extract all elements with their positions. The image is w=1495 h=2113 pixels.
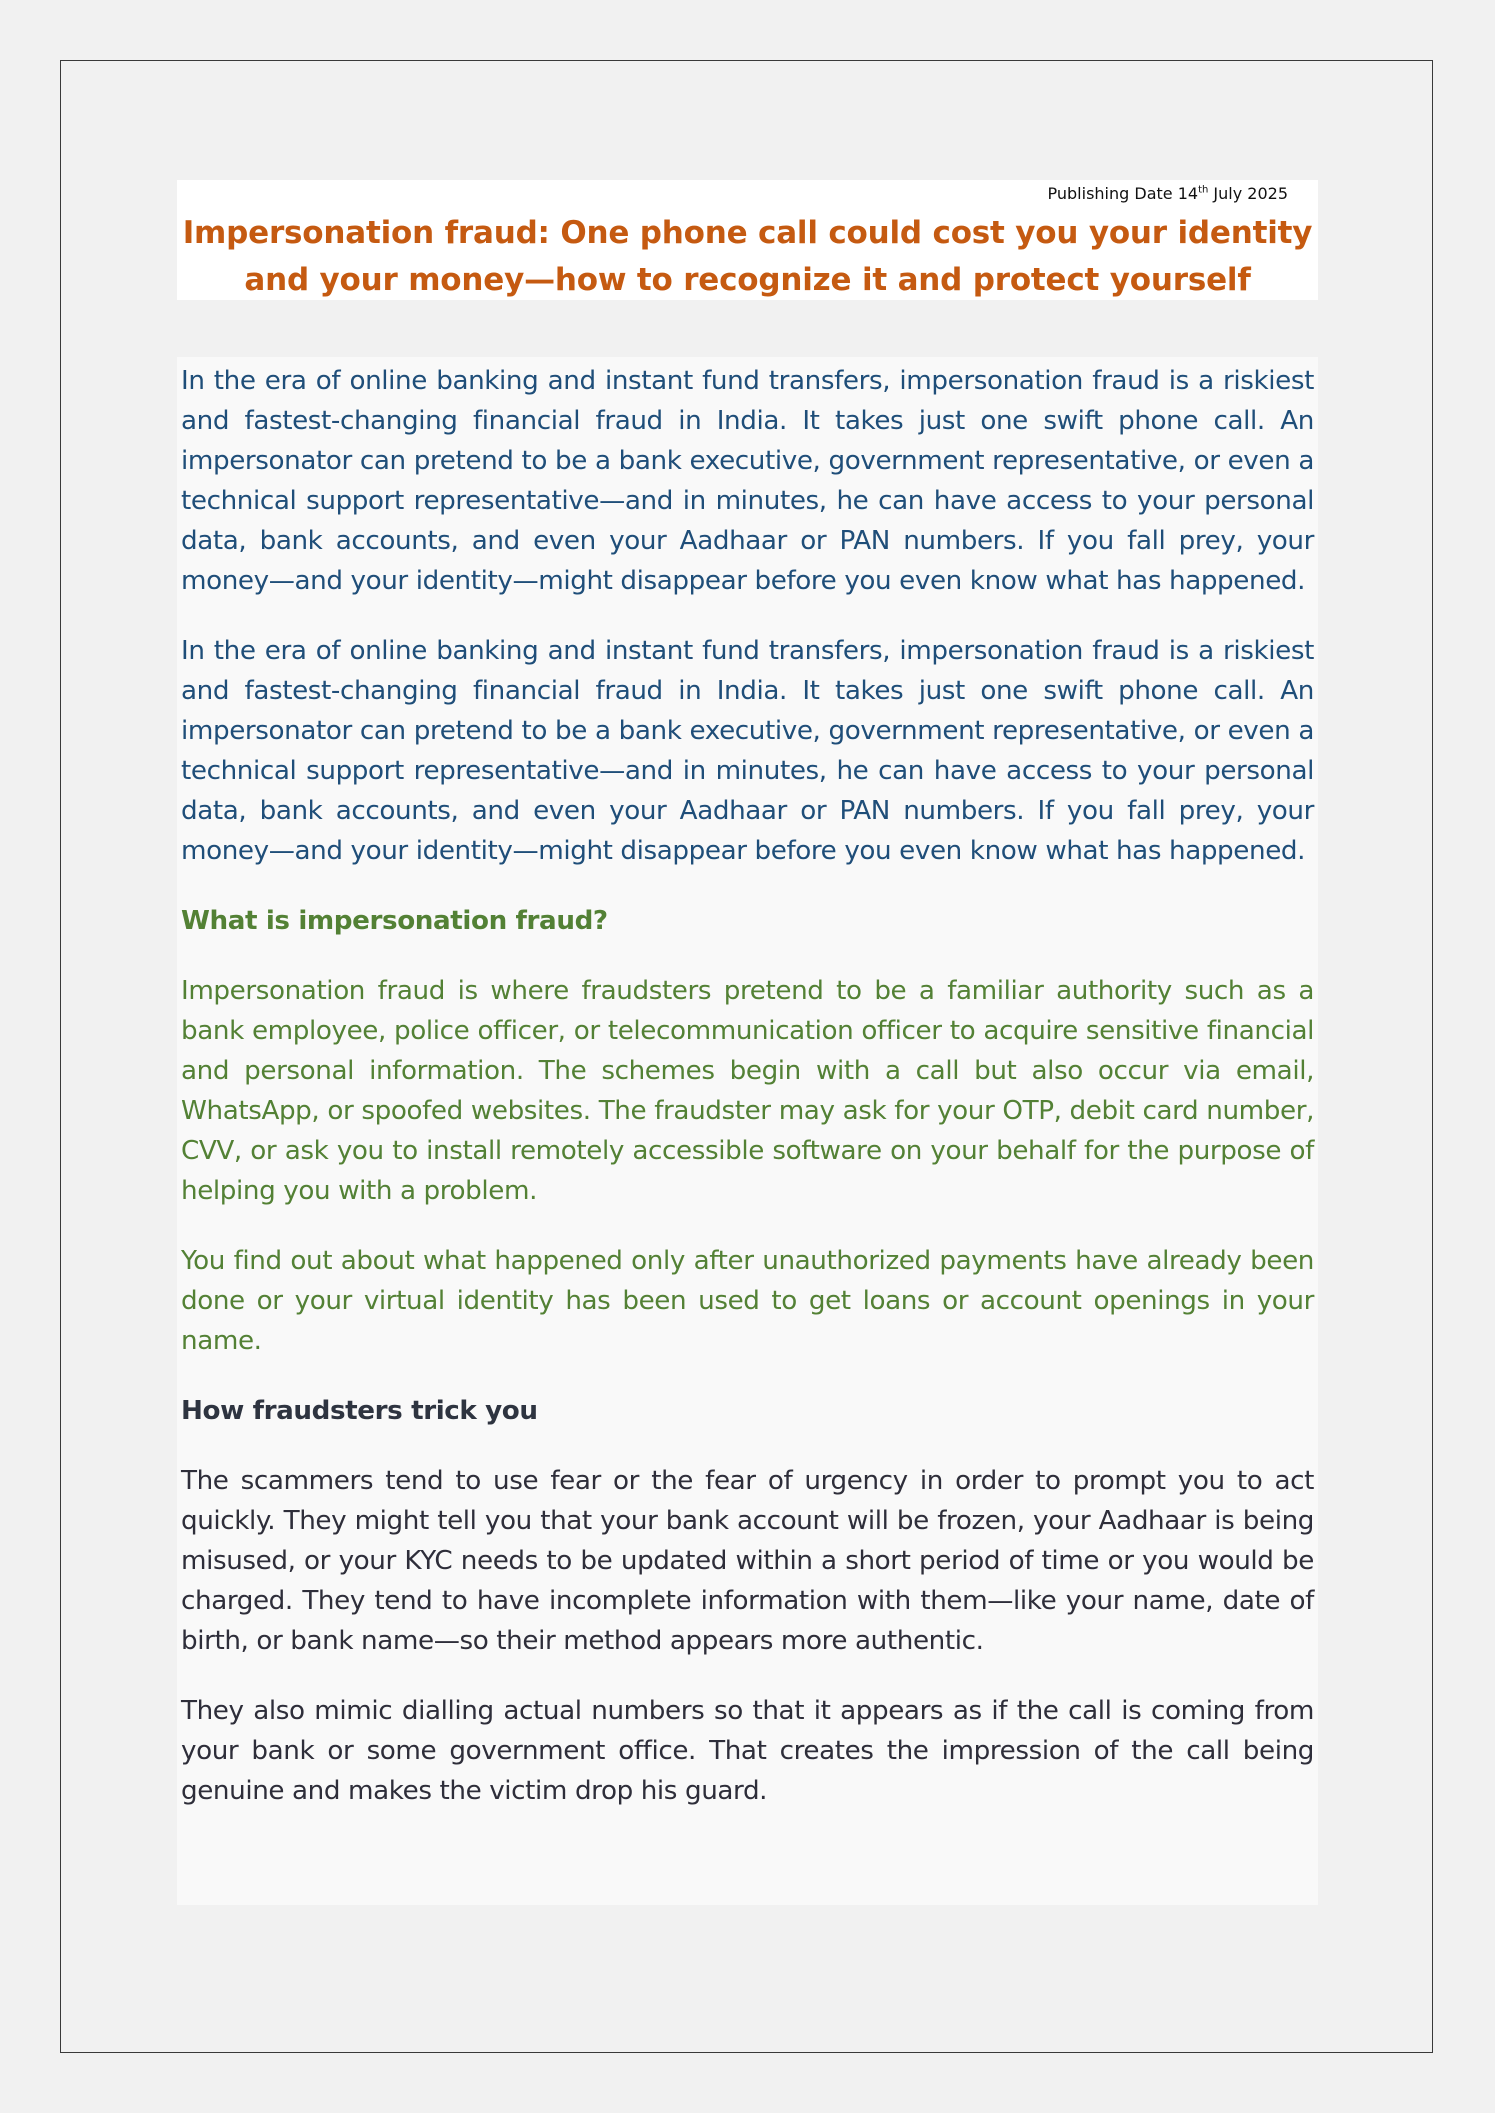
section1-paragraph-1: Impersonation fraud is where fraudsters pretend to be a familiar authority such as a bank employee, police officer, or telecommunication officer to acquire sensitive financial and personal information. The schemes begin with a call but also occur via email, WhatsApp, or spoofed websites. The fraudster may ask for your OTP, debit card number, CVV, or ask you to install remotely accessible software on your behalf for the purpose of helping you with a problem.	[181, 976, 1314, 1206]
article-header	[177, 180, 1318, 300]
article-title: Impersonation fraud: One phone call could cost you your identity and your money—how to recognize it and protect yourself	[182, 215, 1313, 298]
publishing-date-rest: July 2025	[1208, 184, 1288, 203]
article-body	[177, 357, 1318, 1905]
publishing-date	[1048, 184, 1288, 203]
intro-paragraph-1: In the era of online banking and instant fund transfers, impersonation fraud is a riskiest and fastest-changing financial fraud in India. It takes just one swift phone call. An impersonator can pretend to be a bank executive, government representative, or even a technical support representative—and in minutes, he can have access to your personal data, bank accounts, and even your Aadhaar or PAN numbers. If you fall prey, your money—and your identity—might disappear before you even know what has happened.	[181, 366, 1314, 596]
section2-paragraph-2: They also mimic dialling actual numbers so that it appears as if the call is coming from your bank or some government office. That creates the impression of the call being genuine and makes the victim drop his guard.	[181, 1696, 1314, 1806]
publishing-date-label: Publishing Date 14	[1047, 184, 1199, 203]
publishing-date-ordinal: th	[1198, 184, 1209, 196]
section2-paragraph-1: The scammers tend to use fear or the fear of urgency in order to prompt you to act quickly. They might tell you that your bank account will be frozen, your Aadhaar is being misused, or your KYC needs to be updated within a short period of time or you would be charged. They tend to have incomplete information with them—like your name, date of birth, or bank name—so their method appears more authentic.	[181, 1466, 1314, 1656]
section-heading-how-fraudsters: How fraudsters trick you	[181, 1396, 538, 1426]
section1-paragraph-2: You find out about what happened only after unauthorized payments have already been done or your virtual identity has been used to get loans or account openings in your name.	[181, 1246, 1314, 1356]
section-heading-what-is: What is impersonation fraud?	[181, 906, 608, 936]
intro-paragraph-2: In the era of online banking and instant fund transfers, impersonation fraud is a riskiest and fastest-changing financial fraud in India. It takes just one swift phone call. An impersonator can pretend to be a bank executive, government representative, or even a technical support representative—and in minutes, he can have access to your personal data, bank accounts, and even your Aadhaar or PAN numbers. If you fall prey, your money—and your identity—might disappear before you even know what has happened.	[181, 636, 1314, 866]
